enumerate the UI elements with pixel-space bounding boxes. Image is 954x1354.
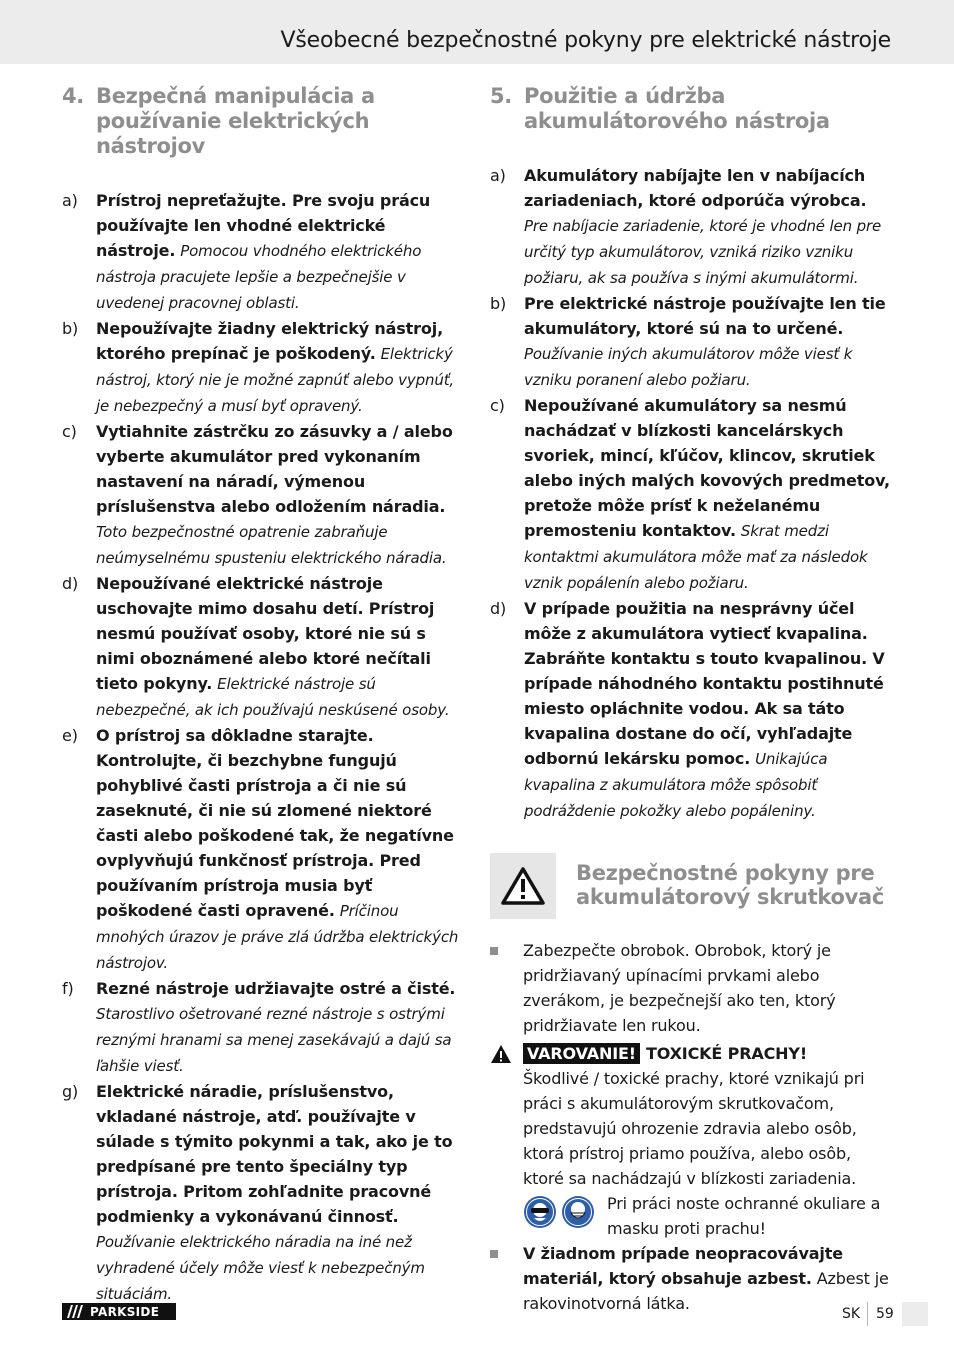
section-5-number: 5. <box>490 84 512 108</box>
bullet-text: Zabezpečte obrobok. Obrobok, ktorý je pridržiavaný upínacími prvkami alebo zverákom, je bezpečnejší ako ten, ktorý pridržiavate len rukou. <box>523 941 836 1035</box>
item-explanation: Unikajúca kvapalina z akumulátora môže spôsobiť podráždenie pokožky alebo popáleniny. <box>524 750 828 820</box>
item-explanation: Príčinou mnohých úrazov je práve zlá údržba elektrických nástrojov. <box>96 902 459 972</box>
warning-badge: VAROVANIE! <box>523 1043 640 1064</box>
list-item <box>62 188 466 316</box>
list-item <box>62 571 466 723</box>
footer-tab <box>902 1302 928 1326</box>
section-4-number: 4. <box>62 84 84 108</box>
section-4-title: Bezpečná manipulácia a používanie elektrických nástrojov <box>96 84 375 158</box>
section-5 <box>490 84 894 824</box>
section-5-heading <box>490 84 894 134</box>
item-instruction: Elektrické náradie, príslušenstvo, vkladané nástroje, atď. používajte v súlade s týmito pokynmi a tak, ako je to predpísané pre tento špeciálny typ prístroja. Pritom zohľadnite pracovné podmienky a vykonávanú činnosť. <box>96 1082 453 1226</box>
item-instruction: Pre elektrické nástroje používajte len tie akumulátory, ktoré sú na to určené. <box>524 294 886 338</box>
ppe-text: Pri práci noste ochranné okuliare a masku proti prachu! <box>607 1194 881 1238</box>
item-explanation: Skrat medzi kontaktmi akumulátora môže mať za následok vznik popálenín alebo požiaru. <box>524 522 868 592</box>
ppe-notice <box>490 1191 894 1241</box>
logo-stripes-icon <box>62 1303 88 1320</box>
item-letter: a) <box>490 166 506 185</box>
item-letter: c) <box>62 422 77 441</box>
page-number: 59 <box>876 1306 894 1322</box>
bullet-bold-text: V žiadnom prípade neopracovávajte materiál, ktorý obsahuje azbest. <box>523 1244 843 1288</box>
item-explanation: Pomocou vhodného elektrického nástroja pracujete lepšie a bezpečnejšie v uvedenej pracovnej oblasti. <box>96 242 422 312</box>
item-letter: c) <box>490 396 505 415</box>
item-instruction: Nepoužívané elektrické nástroje uschovajte mimo dosahu detí. Prístroj nesmú používať osoby, ktoré nie sú s nimi oboznámené alebo ktoré nečítali tieto pokyny. <box>96 574 435 693</box>
safety-goggles-icon <box>523 1195 557 1229</box>
item-explanation: Používanie elektrického náradia na iné než vyhradené účely môže viesť k nebezpečným situáciám. <box>96 1233 425 1303</box>
item-letter: b) <box>62 319 79 338</box>
list-item <box>62 316 466 419</box>
item-letter: a) <box>62 191 78 210</box>
logo-text: PARKSIDE <box>90 1304 160 1319</box>
screwdriver-safety-list <box>490 938 894 1316</box>
item-instruction: Rezné nástroje udržiavajte ostré a čisté. <box>96 979 456 998</box>
screwdriver-safety-heading <box>490 853 894 919</box>
bullet-text: Azbest je rakovinotvorná látka. <box>523 1269 889 1313</box>
section-4-heading <box>62 84 466 159</box>
item-explanation: Používanie iných akumulátorov môže viesť k vzniku poranení alebo požiaru. <box>524 345 853 389</box>
item-instruction: Akumulátory nabíjajte len v nabíjacích zariadeniach, ktoré odporúča výrobca. <box>524 166 867 210</box>
list-item <box>62 1079 466 1307</box>
item-letter: d) <box>62 574 79 593</box>
item-explanation: Toto bezpečnostné opatrenie zabraňuje neúmyselnému spusteniu elektrického náradia. <box>96 523 447 567</box>
page-title: Všeobecné bezpečnostné pokyny pre elektrické nástroje <box>280 28 891 53</box>
item-instruction: O prístroj sa dôkladne starajte. Kontrolujte, či bezchybne fungujú pohyblivé časti prístroja a či nie sú zaseknuté, či nie sú zlomené niektoré časti alebo poškodené tak, že negatívne ovplyvňujú funkčnosť prístroja. Pred používaním prístroja musia byť poškodené časti opravené. <box>96 726 454 920</box>
section-5-list <box>490 163 894 824</box>
bullet-square-icon <box>490 938 523 1038</box>
warning-row <box>490 1041 894 1066</box>
list-item <box>490 291 894 393</box>
item-explanation: Pre nabíjacie zariadenie, ktoré je vhodné len pre určitý typ akumulátorov, vzniká riziko vzniku požiaru, ak sa používa s inými akumulátormi. <box>524 217 882 287</box>
item-explanation: Elektrické nástroje sú nebezpečné, ak ich používajú neskúsené osoby. <box>96 675 450 719</box>
list-item <box>62 723 466 976</box>
warning-triangle-icon <box>490 853 556 919</box>
warning-small-icon <box>490 1044 523 1064</box>
item-explanation: Starostlivo ošetrované rezné nástroje s ostrými reznými hranami sa menej zasekávajú a dajú sa ľahšie viesť. <box>96 1005 452 1075</box>
item-instruction: V prípade použitia na nesprávny účel môže z akumulátora vytiecť kvapalina. Zabráňte kontaktu s touto kvapalinou. V prípade náhodného kontaktu postihnuté miesto opláchnite vodou. Ak sa táto kvapalina dostane do očí, vyhľadajte odbornú lekársku pomoc. <box>524 599 885 768</box>
item-letter: f) <box>62 979 74 998</box>
item-letter: e) <box>62 726 78 745</box>
item-letter: g) <box>62 1082 79 1101</box>
section-4-list <box>62 188 466 1307</box>
list-item <box>490 938 894 1038</box>
section-4 <box>62 84 466 1307</box>
item-explanation: Elektrický nástroj, ktorý nie je možné zapnúť alebo vypnúť, je nebezpečný a musí byť opravený. <box>96 345 455 415</box>
item-instruction: Vytiahnite zástrčku zo zásuvky a / alebo vyberte akumulátor pred vykonaním nastavení na náradí, výmenou príslušenstva alebo odložením náradia. <box>96 422 453 516</box>
item-letter: b) <box>490 294 507 313</box>
section-5-title: Použitie a údržba akumulátorového nástroja <box>524 84 830 133</box>
list-item <box>490 393 894 596</box>
screwdriver-safety-title: Bezpečnostné pokyny pre akumulátorový skrutkovač <box>576 861 884 909</box>
parkside-logo <box>62 1303 176 1320</box>
footer-divider <box>867 1302 868 1326</box>
list-item <box>62 419 466 571</box>
list-item <box>490 163 894 291</box>
language-code: SK <box>842 1306 861 1322</box>
item-instruction: Nepoužívajte žiadny elektrický nástroj, ktorého prepínač je poškodený. <box>96 319 444 363</box>
list-item <box>490 1241 894 1316</box>
item-letter: d) <box>490 599 507 618</box>
list-item <box>490 596 894 824</box>
item-instruction: Prístroj nepreťažujte. Pre svoju prácu používajte len vhodné elektrické nástroje. <box>96 191 431 260</box>
list-item <box>62 976 466 1079</box>
bullet-square-icon <box>490 1241 523 1316</box>
item-instruction: Nepoužívané akumulátory sa nesmú nachádzať v blízkosti kancelárskych svoriek, mincí, kľúčov, klincov, skrutiek alebo iných malých kovových predmetov, pretože môže prísť k neželanému premosteniu kontaktov. <box>524 396 890 540</box>
dust-mask-icon <box>561 1195 595 1229</box>
warning-title: TOXICKÉ PRACHY! <box>645 1044 808 1063</box>
warning-text: Škodlivé / toxické prachy, ktoré vznikajú pri práci s akumulátorovým skrutkovačom, predstavujú ohrozenie zdravia alebo osôb, ktorá prístroj priamo používa, alebo osôb, ktoré sa nachádzajú v blízkosti zariadenia. <box>523 1069 865 1188</box>
